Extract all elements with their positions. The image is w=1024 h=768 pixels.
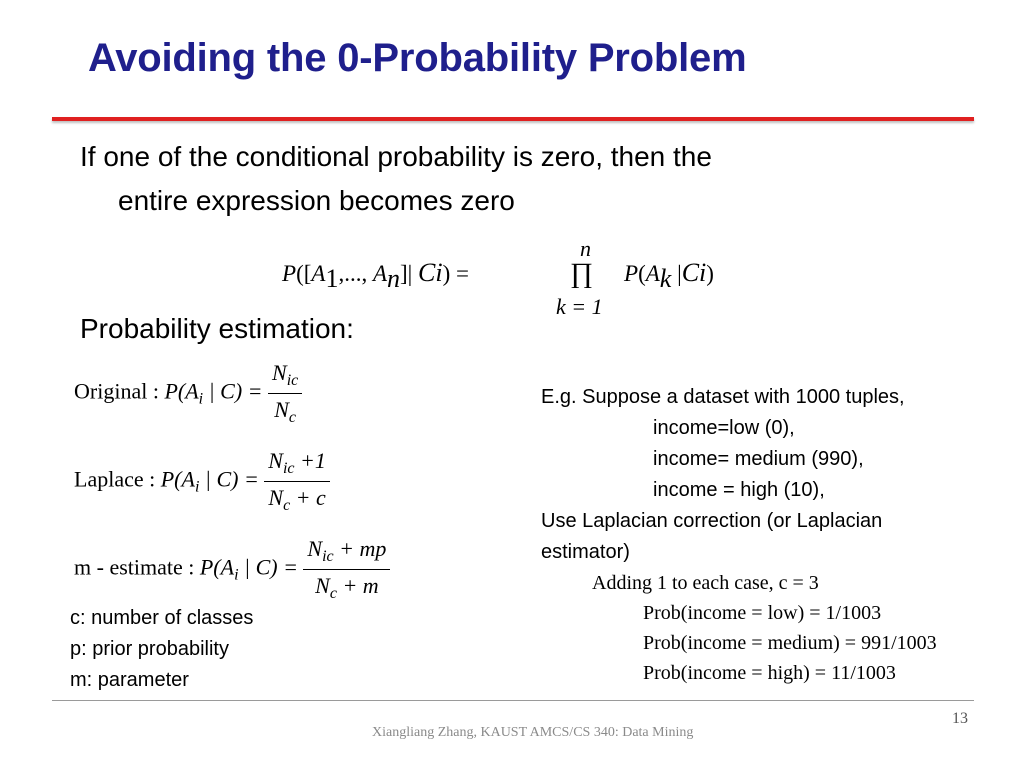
num-sub: ic [286,372,299,389]
num-rest: + mp [333,536,387,561]
den-n: N [274,397,289,422]
formula-sub-i: i [435,258,443,287]
example-prob-low: Prob(income = low) = 1/1003 [643,602,882,624]
formula-label: m - estimate : [74,554,200,580]
rhs-sub-k: k [659,264,672,293]
legend-c: c: number of classes [70,607,254,629]
footer-divider [52,700,974,701]
example-income-medium: income= medium (990), [653,448,864,470]
formula-sub-1: 1 [325,264,339,293]
rhs-c: C [681,258,700,287]
product-lower-limit: k = 1 [556,294,603,319]
formula-fraction [264,448,330,515]
formula-ellipsis: ,..., [338,261,368,286]
example-income-low: income=low (0), [653,417,795,439]
fraction-numerator [264,448,330,482]
den-n: N [268,485,284,510]
den-sub: c [329,585,337,602]
product-formula [282,258,469,294]
formula-a-n: A [372,261,388,286]
den-rest: + m [336,573,379,598]
formula-lhs-sub: i [194,478,200,496]
example-income-high: income = high (10), [653,479,825,501]
rhs-close: ) [706,261,714,286]
example-prob-medium: Prob(income = medium) = 991/1003 [643,632,937,654]
formula-lhs: P(A [164,378,199,404]
page-number: 13 [952,710,968,727]
example-intro: E.g. Suppose a dataset with 1000 tuples, [541,386,905,408]
den-sub: c [283,497,291,514]
formula-m-estimate [74,536,390,603]
fraction-numerator [303,536,390,570]
legend-m: m: parameter [70,669,189,691]
formula-open: ([ [296,261,312,286]
product-rhs [624,258,714,294]
intro-line-1: If one of the conditional probability is zero, then the [80,141,712,172]
formula-close-bar: ]| [400,261,413,286]
fraction-denominator [268,394,302,427]
den-n: N [315,573,330,598]
formula-lhs-rest: | C) = [203,378,263,404]
rhs-sub-i: i [699,258,707,287]
formula-fraction [268,360,302,427]
formula-label: Original : [74,378,165,404]
formula-lhs: P(A [199,554,235,580]
formula-label: Laplace : [74,466,161,492]
formula-lhs-sub: i [198,390,204,408]
formula-lhs-rest: | C) = [238,554,298,580]
rhs-p: P [624,261,639,286]
formula-laplace [74,448,330,515]
formula-eq: ) = [442,261,469,286]
title-divider [52,117,974,121]
example-prob-high: Prob(income = high) = 11/1003 [643,662,896,684]
fraction-denominator [264,482,330,515]
num-n: N [268,448,283,473]
den-sub: c [288,409,297,426]
intro-line-2: entire expression becomes zero [118,185,515,216]
footer-text: Xiangliang Zhang, KAUST AMCS/CS 340: Data Mining [372,725,694,740]
slide-title: Avoiding the 0-Probability Problem [88,36,747,80]
formula-lhs-sub: i [234,566,239,584]
product-upper-limit: n [580,236,591,261]
num-rest: +1 [294,448,326,473]
formula-lhs: P(A [160,466,195,492]
formula-original [74,360,302,427]
formula-fraction [303,536,390,603]
example-adding: Adding 1 to each case, c = 3 [592,572,819,594]
product-symbol: ∏ [570,258,594,289]
formula-a: A [311,261,326,286]
den-rest: + c [290,485,326,510]
example-laplacian-line2: estimator) [541,541,630,563]
num-sub: ic [282,460,295,477]
formula-p: P [282,261,297,286]
fraction-numerator [268,360,302,394]
estimation-heading: Probability estimation: [80,313,354,344]
rhs-a: A [645,261,660,286]
fraction-denominator [303,570,390,603]
legend-p: p: prior probability [70,638,229,660]
rhs-bar: | [677,261,682,286]
formula-lhs-rest: | C) = [199,466,259,492]
num-sub: ic [322,548,334,565]
example-laplacian-line1: Use Laplacian correction (or Laplacian [541,510,883,532]
rhs-open: ( [638,261,646,286]
num-n: N [272,360,287,385]
formula-c: C [418,258,436,287]
formula-sub-n: n [387,264,401,293]
num-n: N [307,536,323,561]
